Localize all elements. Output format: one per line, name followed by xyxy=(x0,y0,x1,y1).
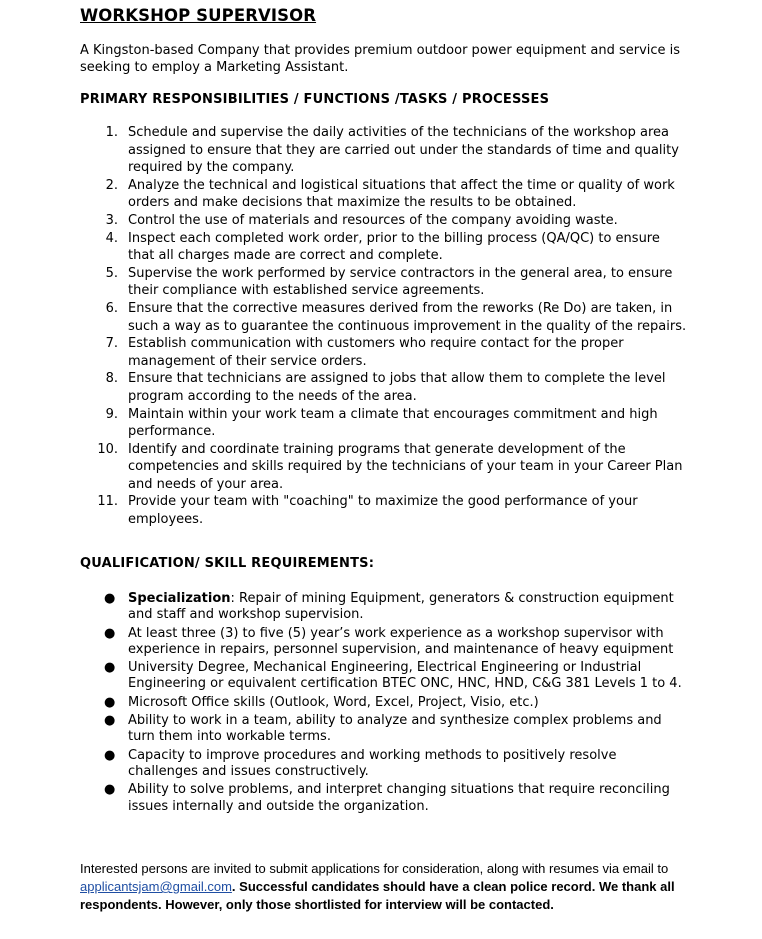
closing-text: Interested persons are invited to submit applications for consideration, along with resumes via email to xyxy=(80,861,669,876)
list-item xyxy=(80,660,690,693)
list-item xyxy=(80,177,690,212)
list-item-text: Ability to solve problems, and interpret changing situations that require reconciling issues internally and outside the organization. xyxy=(128,782,670,814)
specialization-text: : Repair of mining Equipment, generators & construction equipment and staff and workshop supervision. xyxy=(128,591,674,623)
list-item-text: Ability to work in a team, ability to analyze and synthesize complex problems and turn them into workable terms. xyxy=(128,713,662,745)
intro-paragraph: A Kingston-based Company that provides premium outdoor power equipment and service is seeking to employ a Marketing Assistant. xyxy=(80,43,681,75)
list-item xyxy=(80,748,690,781)
list-number: 10. xyxy=(97,441,118,457)
bullet-icon: ● xyxy=(104,625,116,641)
list-item-text: University Degree, Mechanical Engineering, Electrical Engineering or Industrial Engineering or equivalent certification BTEC ONC, HNC, HND, C&G 381 Levels 1 to 4. xyxy=(128,660,682,692)
closing-bold-text: . Successful candidates should have a clean police record. We thank all respondents. However, only those shortlisted for interview will be contacted. xyxy=(80,879,675,912)
bullet-icon: ● xyxy=(104,694,116,710)
list-number: 2. xyxy=(105,177,118,193)
list-item-text: Inspect each completed work order, prior to the billing process (QA/QC) to ensure that all charges made are correct and complete. xyxy=(128,230,660,264)
list-item-text: Maintain within your work team a climate that encourages commitment and high performance. xyxy=(128,406,658,440)
list-item xyxy=(80,124,690,177)
list-item xyxy=(80,212,690,230)
list-item-text: Analyze the technical and logistical situations that affect the time or quality of work orders and make decisions that maximize the results to be obtained. xyxy=(128,177,675,211)
list-item-text: Ensure that the corrective measures derived from the reworks (Re Do) are taken, in such a way as to guarantee the continuous improvement in the quality of the repairs. xyxy=(128,300,687,334)
list-item xyxy=(80,406,690,441)
list-item-text: Establish communication with customers who require contact for the proper management of their service orders. xyxy=(128,336,624,369)
bullet-icon: ● xyxy=(104,660,116,676)
qualifications-list xyxy=(80,591,690,817)
specialization-label: Specialization xyxy=(128,591,231,606)
list-item xyxy=(80,713,690,746)
responsibilities-list xyxy=(80,124,690,529)
responsibilities-heading: PRIMARY RESPONSIBILITIES / FUNCTIONS /TASKS / PROCESSES xyxy=(80,92,550,107)
bullet-icon: ● xyxy=(104,713,116,729)
list-item xyxy=(80,265,690,300)
list-item xyxy=(80,370,690,405)
list-number: 1. xyxy=(105,125,118,140)
list-item xyxy=(80,335,690,370)
qualifications-heading: QUALIFICATION/ SKILL REQUIREMENTS: xyxy=(80,556,375,571)
list-item xyxy=(80,782,690,815)
list-item xyxy=(80,441,690,494)
list-number: 4. xyxy=(105,230,118,246)
list-item-text: Microsoft Office skills (Outlook, Word, Excel, Project, Visio, etc.) xyxy=(128,694,539,710)
list-item-text: Ensure that technicians are assigned to jobs that allow them to complete the level program according to the needs of the area. xyxy=(128,371,666,404)
list-item-text: Supervise the work performed by service contractors in the general area, to ensure their compliance with established service agreements. xyxy=(128,265,673,299)
list-number: 7. xyxy=(105,336,118,352)
list-number: 6. xyxy=(105,300,118,316)
list-item-text: Identify and coordinate training programs that generate development of the competencies and skills required by the technicians of your team in your Career Plan and needs of your area. xyxy=(128,441,683,492)
bullet-icon: ● xyxy=(104,747,116,763)
list-item xyxy=(80,695,690,711)
email-link[interactable]: applicantsjam@gmail.com xyxy=(80,879,232,894)
list-item xyxy=(80,493,690,528)
list-number: 3. xyxy=(105,212,118,228)
list-number: 11. xyxy=(97,494,118,510)
closing-paragraph xyxy=(80,860,700,914)
list-number: 5. xyxy=(105,265,118,281)
list-item-text: Schedule and supervise the daily activities of the technicians of the workshop area assigned to ensure that they are carried out under the standards of time and quality required by the company. xyxy=(128,125,679,176)
list-item xyxy=(80,300,690,335)
bullet-icon: ● xyxy=(104,782,116,798)
list-item-text: Capacity to improve procedures and working methods to positively resolve challenges and issues constructively. xyxy=(128,747,617,779)
bullet-icon: ● xyxy=(104,591,116,606)
list-item-text: At least three (3) to five (5) year’s work experience as a workshop supervisor with experience in repairs, personnel supervision, and maintenance of heavy equipment xyxy=(128,625,674,657)
list-number: 8. xyxy=(105,371,118,387)
page-title: WORKSHOP SUPERVISOR xyxy=(80,6,317,25)
list-number: 9. xyxy=(105,406,118,422)
list-item xyxy=(80,230,690,265)
list-item-text: Provide your team with "coaching" to maximize the good performance of your employees. xyxy=(128,494,638,528)
list-item xyxy=(80,591,690,624)
list-item-text: Control the use of materials and resources of the company avoiding waste. xyxy=(128,212,618,228)
list-item xyxy=(80,626,690,659)
